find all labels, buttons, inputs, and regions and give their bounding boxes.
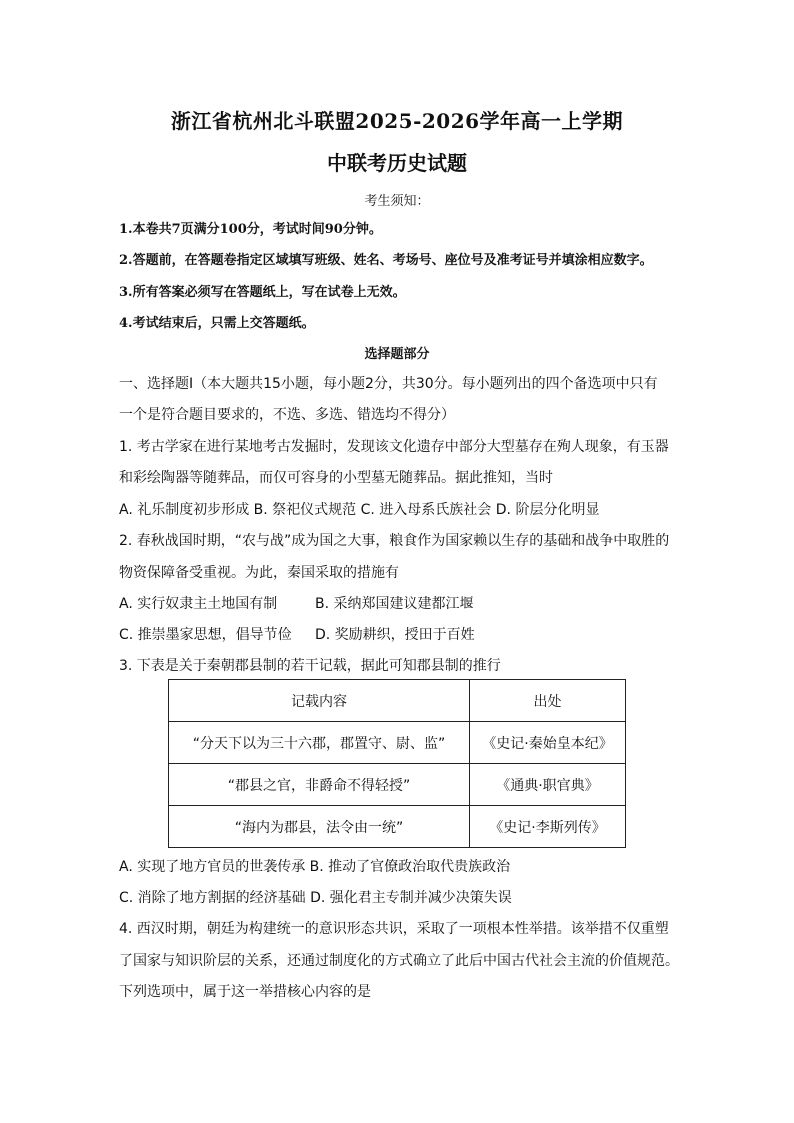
table-cell-content: “郡县之官，非爵命不得轻授” xyxy=(169,764,470,806)
table-row xyxy=(169,764,626,806)
q2-stem-line1: 2. 春秋战国时期，“农与战”成为国之大事，粮食作为国家赖以生存的基础和战争中取胜的 xyxy=(119,533,670,549)
q4-stem-line2: 了国家与知识阶层的关系，还通过制度化的方式确立了此后中国古代社会主流的价值规范。 xyxy=(119,953,679,969)
rule-item-4: 4.考试结束后，只需上交答题纸。 xyxy=(119,316,315,331)
section-intro-line1: 一、选择题Ⅰ（本大题共15小题，每小题2分，共30分。每小题列出的四个备选项中只有 xyxy=(119,376,658,392)
q1-options: A. 礼乐制度初步形成 B. 祭祀仪式规范 C. 进入母系氏族社会 D. 阶层分化明显 xyxy=(119,502,600,518)
table-header-row xyxy=(169,680,626,722)
q3-records-table xyxy=(168,679,626,848)
q3-options-line1: A. 实现了地方官员的世袭传承 B. 推动了官僚政治取代贵族政治 xyxy=(119,859,511,875)
table-row xyxy=(169,806,626,848)
table-cell-source: 《通典·职官典》 xyxy=(470,764,626,806)
q2-option-b: B. 采纳郑国建议建都江堰 xyxy=(315,596,474,612)
q2-stem-line2: 物资保障备受重视。为此，秦国采取的措施有 xyxy=(119,565,399,581)
rule-item-1: 1.本卷共7页满分100分，考试时间90分钟。 xyxy=(119,222,382,237)
notice-title: 考生须知： xyxy=(364,194,430,209)
q4-stem-line3: 下列选项中，属于这一举措核心内容的是 xyxy=(119,984,371,1000)
section-title: 选择题部分 xyxy=(364,347,430,362)
table-cell-content: “分天下以为三十六郡，郡置守、尉、监” xyxy=(169,722,470,764)
table-header-content: 记载内容 xyxy=(169,680,470,722)
table-cell-content: “海内为郡县，法令由一统” xyxy=(169,806,470,848)
q3-stem: 3. 下表是关于秦朝郡县制的若干记载，据此可知郡县制的推行 xyxy=(119,658,501,674)
q4-stem-line1: 4. 西汉时期，朝廷为构建统一的意识形态共识，采取了一项根本性举措。该举措不仅重塑 xyxy=(119,921,669,937)
table-cell-source: 《史记·秦始皇本纪》 xyxy=(470,722,626,764)
table-header-source: 出处 xyxy=(470,680,626,722)
table-row xyxy=(169,722,626,764)
q2-option-c: C. 推崇墨家思想，倡导节俭 xyxy=(119,627,292,643)
q1-stem-line2: 和彩绘陶器等随葬品，而仅可容身的小型墓无随葬品。据此推知，当时 xyxy=(119,470,553,486)
rule-item-3: 3.所有答案必须写在答题纸上，写在试卷上无效。 xyxy=(119,285,406,300)
q2-option-d: D. 奖励耕织，授田于百姓 xyxy=(315,627,475,643)
q1-stem-line1: 1. 考古学家在进行某地考古发掘时，发现该文化遗存中部分大型墓存在殉人现象，有玉器 xyxy=(119,439,669,455)
q3-options-line2: C. 消除了地方割据的经济基础 D. 强化君主专制并减少决策失误 xyxy=(119,890,512,906)
exam-title-line1: 浙江省杭州北斗联盟2025-2026学年高一上学期 xyxy=(170,109,624,133)
table-cell-source: 《史记·李斯列传》 xyxy=(470,806,626,848)
rule-item-2: 2.答题前，在答题卷指定区域填写班级、姓名、考场号、座位号及准考证号并填涂相应数字。 xyxy=(119,253,653,268)
section-intro-line2: 一个是符合题目要求的，不选、多选、错选均不得分） xyxy=(119,407,455,423)
exam-title-line2: 中联考历史试题 xyxy=(327,151,467,175)
q2-option-a: A. 实行奴隶主土地国有制 xyxy=(119,596,278,612)
